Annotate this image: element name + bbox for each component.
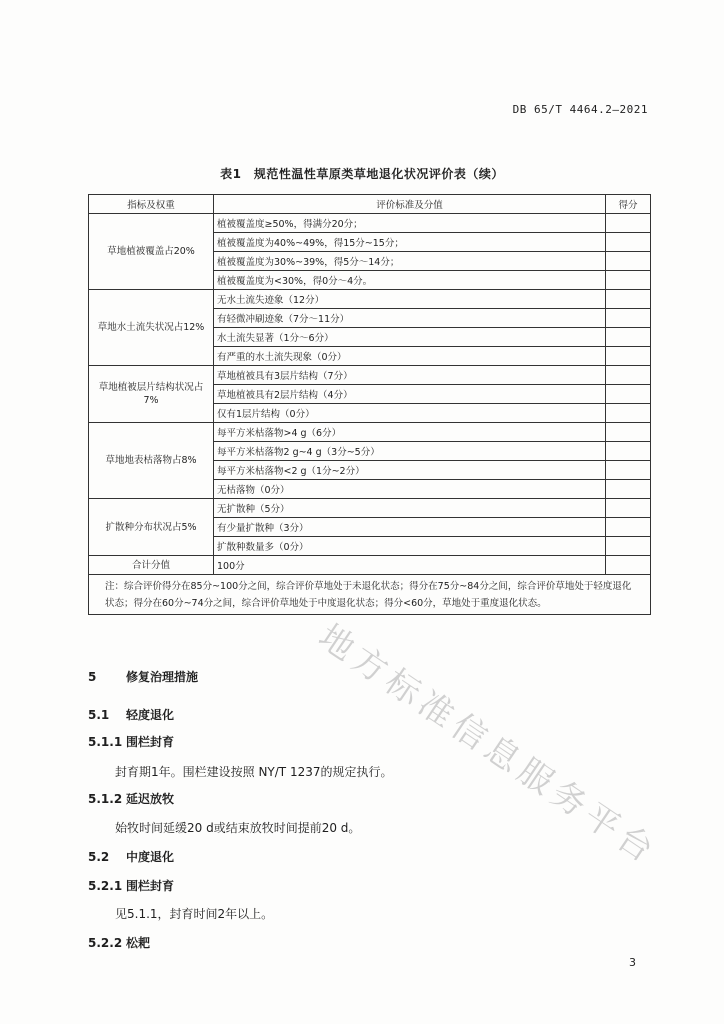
criteria-cell: 每平方米枯落物<2 g（1分~2分） bbox=[214, 461, 606, 480]
table-row bbox=[89, 366, 651, 385]
standard-code: DB 65/T 4464.2—2021 bbox=[512, 103, 648, 116]
score-cell bbox=[606, 366, 651, 385]
page-number: 3 bbox=[629, 956, 636, 969]
table-title: 表1 规范性温性草原类草地退化状况评价表（续） bbox=[220, 167, 504, 181]
table-row bbox=[89, 499, 651, 518]
criteria-cell: 无水土流失迹象（12分） bbox=[214, 290, 606, 309]
paragraph: 封育期1年。围栏建设按照 NY/T 1237的规定执行。 bbox=[115, 765, 393, 779]
score-cell bbox=[606, 404, 651, 423]
indicator-cell: 扩散种分布状况占5% bbox=[89, 499, 214, 556]
criteria-cell: 草地植被具有2层片结构（4分） bbox=[214, 385, 606, 404]
table-note: 注：综合评价得分在85分~100分之间，综合评价草地处于未退化状态；得分在75分~84分之间，综合评价草地处于轻度退化状态；得分在60分~74分之间，综合评价草地处于中度退化状态；得分<60分，草地处于重度退化状态。 bbox=[89, 575, 651, 615]
table-header-row bbox=[89, 195, 651, 214]
paragraph: 始牧时间延缓20 d或结束放牧时间提前20 d。 bbox=[115, 821, 361, 835]
score-cell bbox=[606, 271, 651, 290]
score-cell bbox=[606, 537, 651, 556]
header-indicator: 指标及权重 bbox=[89, 195, 214, 214]
criteria-cell: 每平方米枯落物2 g~4 g（3分~5分） bbox=[214, 442, 606, 461]
score-cell bbox=[606, 214, 651, 233]
criteria-cell: 植被覆盖度≥50%，得满分20分； bbox=[214, 214, 606, 233]
score-cell bbox=[606, 556, 651, 575]
total-value: 100分 bbox=[214, 556, 606, 575]
paragraph: 见5.1.1，封育时间2年以上。 bbox=[115, 907, 274, 921]
criteria-cell: 仅有1层片结构（0分） bbox=[214, 404, 606, 423]
watermark: 地方标准信息服务平台 bbox=[311, 616, 666, 874]
header-score: 得分 bbox=[606, 195, 651, 214]
header-criteria: 评价标准及分值 bbox=[214, 195, 606, 214]
criteria-cell: 扩散种数量多（0分） bbox=[214, 537, 606, 556]
score-cell bbox=[606, 385, 651, 404]
section-heading: 5.2 中度退化 bbox=[88, 850, 175, 864]
score-cell bbox=[606, 328, 651, 347]
score-cell bbox=[606, 233, 651, 252]
criteria-cell: 无枯落物（0分） bbox=[214, 480, 606, 499]
score-cell bbox=[606, 499, 651, 518]
score-cell bbox=[606, 480, 651, 499]
criteria-cell: 有少量扩散种（3分） bbox=[214, 518, 606, 537]
total-label: 合计分值 bbox=[89, 556, 214, 575]
score-cell bbox=[606, 423, 651, 442]
criteria-cell: 有轻微冲刷迹象（7分～11分） bbox=[214, 309, 606, 328]
criteria-cell: 有严重的水土流失现象（0分） bbox=[214, 347, 606, 366]
criteria-cell: 植被覆盖度为<30%，得0分～4分。 bbox=[214, 271, 606, 290]
score-cell bbox=[606, 347, 651, 366]
score-cell bbox=[606, 518, 651, 537]
evaluation-table bbox=[88, 194, 651, 615]
criteria-cell: 每平方米枯落物>4 g（6分） bbox=[214, 423, 606, 442]
section-heading: 5.2.2 松耙 bbox=[88, 936, 151, 950]
criteria-cell: 水土流失显著（1分～6分） bbox=[214, 328, 606, 347]
note-row bbox=[89, 575, 651, 615]
total-row bbox=[89, 556, 651, 575]
criteria-cell: 草地植被具有3层片结构（7分） bbox=[214, 366, 606, 385]
score-cell bbox=[606, 461, 651, 480]
indicator-cell: 草地植被层片结构状况占7% bbox=[89, 366, 214, 423]
score-cell bbox=[606, 252, 651, 271]
table-row bbox=[89, 214, 651, 233]
criteria-cell: 无扩散种（5分） bbox=[214, 499, 606, 518]
table-row bbox=[89, 290, 651, 309]
indicator-cell: 草地植被覆盖占20% bbox=[89, 214, 214, 290]
criteria-cell: 植被覆盖度为30%~39%，得5分～14分； bbox=[214, 252, 606, 271]
indicator-cell: 草地水土流失状况占12% bbox=[89, 290, 214, 366]
section-heading: 5.2.1 围栏封育 bbox=[88, 879, 175, 893]
criteria-cell: 植被覆盖度为40%~49%，得15分~15分； bbox=[214, 233, 606, 252]
table-row bbox=[89, 423, 651, 442]
section-heading: 5.1.2 延迟放牧 bbox=[88, 792, 175, 806]
score-cell bbox=[606, 442, 651, 461]
section-heading: 5.1 轻度退化 bbox=[88, 708, 175, 722]
indicator-cell: 草地地表枯落物占8% bbox=[89, 423, 214, 499]
section-heading: 5 修复治理措施 bbox=[88, 670, 199, 684]
score-cell bbox=[606, 290, 651, 309]
section-heading: 5.1.1 围栏封育 bbox=[88, 735, 175, 749]
score-cell bbox=[606, 309, 651, 328]
